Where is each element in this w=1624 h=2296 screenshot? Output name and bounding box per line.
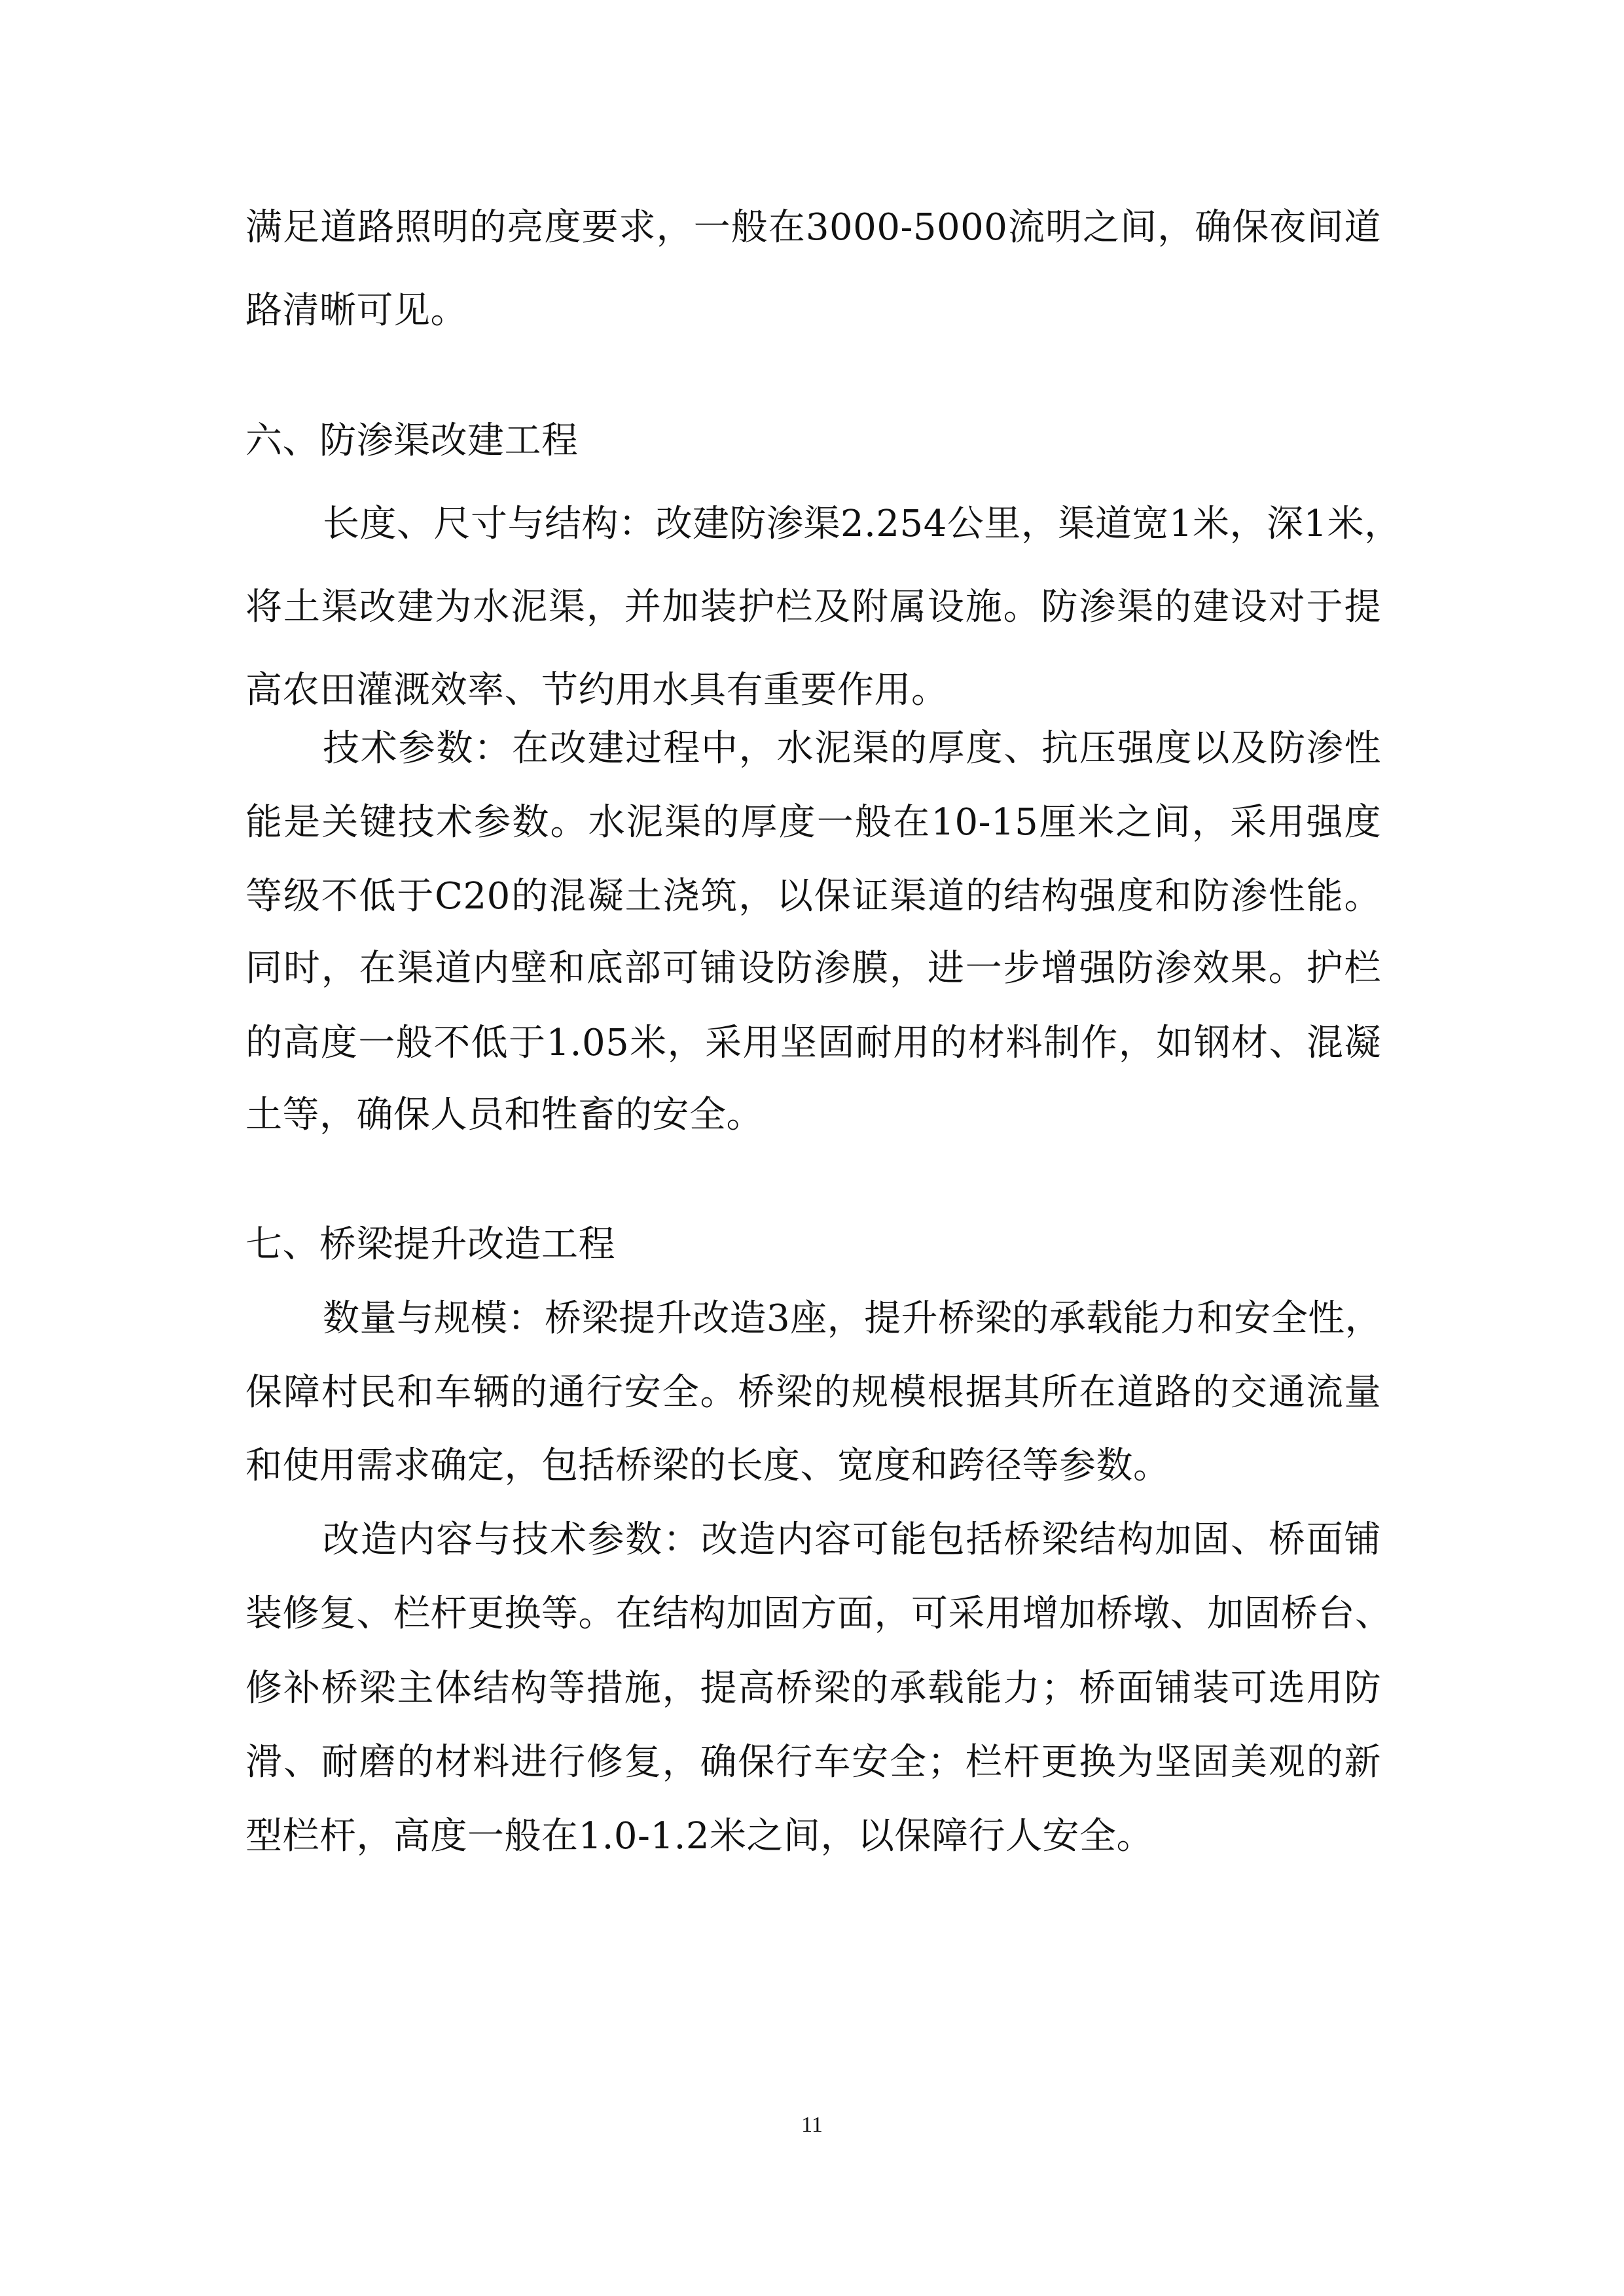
paragraph-line: 将土渠改建为水泥渠，并加装护栏及附属设施。防渗渠的建设对于提 <box>245 586 1381 628</box>
paragraph-line: 数量与规模：桥梁提升改造3座，提升桥梁的承载能力和安全性， <box>323 1297 1382 1340</box>
paragraph-line: 滑、耐磨的材料进行修复，确保行车安全；栏杆更换为坚固美观的新 <box>245 1741 1381 1784</box>
paragraph-line: 型栏杆，高度一般在1.0-1.2米之间，以保障行人安全。 <box>245 1815 1154 1857</box>
paragraph-line: 土等，确保人员和牲畜的安全。 <box>245 1094 763 1136</box>
paragraph-line: 和使用需求确定，包括桥梁的长度、宽度和跨径等参数。 <box>245 1444 1170 1487</box>
paragraph-line: 路清晰可见。 <box>245 289 467 332</box>
section-heading-7: 七、桥梁提升改造工程 <box>245 1223 615 1266</box>
paragraph-line: 装修复、栏杆更换等。在结构加固方面，可采用增加桥墩、加固桥台、 <box>245 1592 1392 1635</box>
paragraph-line: 等级不低于C20的混凝土浇筑，以保证渠道的结构强度和防渗性能。 <box>245 875 1381 918</box>
paragraph-line: 满足道路照明的亮度要求，一般在3000-5000流明之间，确保夜间道 <box>245 206 1381 249</box>
paragraph-line: 长度、尺寸与结构：改建防渗渠2.254公里，渠道宽1米，深1米， <box>323 503 1401 545</box>
section-heading-6: 六、防渗渠改建工程 <box>245 420 579 462</box>
paragraph-line: 的高度一般不低于1.05米，采用坚固耐用的材料制作，如钢材、混凝 <box>245 1022 1381 1064</box>
paragraph-line: 保障村民和车辆的通行安全。桥梁的规模根据其所在道路的交通流量 <box>245 1371 1381 1414</box>
page-number: 11 <box>801 2113 823 2137</box>
paragraph-line: 技术参数：在改建过程中，水泥渠的厚度、抗压强度以及防渗性 <box>323 727 1381 770</box>
paragraph-line: 同时，在渠道内壁和底部可铺设防渗膜，进一步增强防渗效果。护栏 <box>245 947 1381 990</box>
paragraph-line: 修补桥梁主体结构等措施，提高桥梁的承载能力；桥面铺装可选用防 <box>245 1667 1381 1710</box>
paragraph-line: 能是关键技术参数。水泥渠的厚度一般在10-15厘米之间，采用强度 <box>245 801 1381 844</box>
paragraph-line: 改造内容与技术参数：改造内容可能包括桥梁结构加固、桥面铺 <box>323 1518 1381 1561</box>
paragraph-line: 高农田灌溉效率、节约用水具有重要作用。 <box>245 669 948 711</box>
